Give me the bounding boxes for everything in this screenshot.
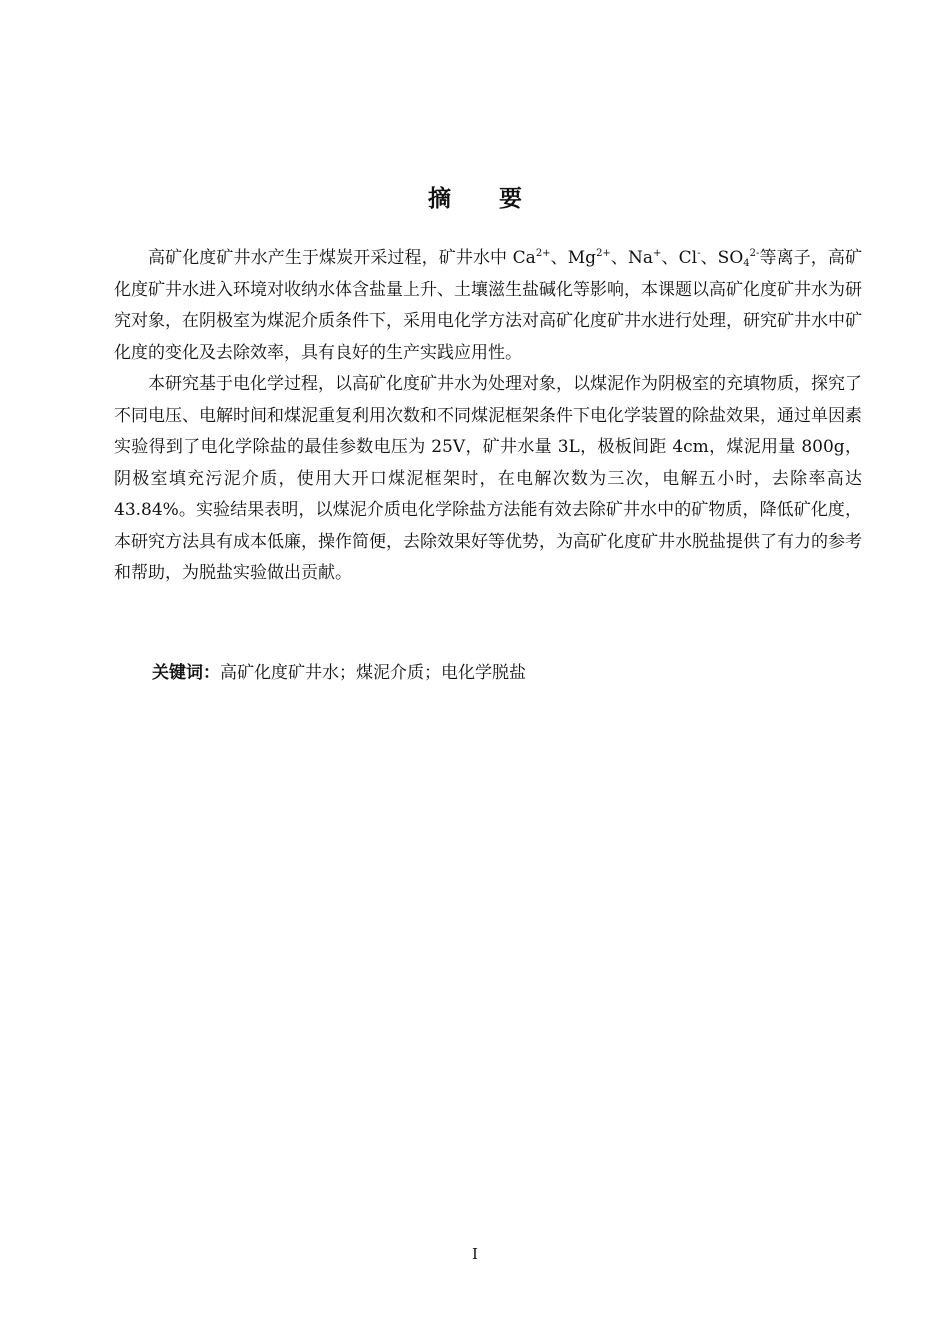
na-charge: +	[653, 248, 662, 259]
abstract-heading	[0, 180, 950, 213]
ca-charge: 2+	[535, 248, 551, 259]
mg-charge: 2+	[596, 248, 611, 259]
keywords-line	[152, 660, 852, 686]
heading-char-1: 摘	[428, 186, 451, 212]
p1-text-4: 、Cl	[661, 248, 698, 268]
p1-text-6: 等离子，高矿化度矿井水进入环境对收纳水体含盐量上升、土壤滋生盐碱化等影响，本课题以高矿化度矿井水为研究对象，在阴极室为煤泥介质条件下，采用电化学方法对高矿化度矿井水进行处理，研究矿井水中矿化度的变化及去除效率，具有良好的生产实践应用性。	[114, 248, 863, 363]
so4-charge: 2-	[749, 248, 760, 259]
abstract-body	[114, 243, 862, 590]
keywords-label: 关键词：	[152, 663, 220, 683]
heading-char-2: 要	[499, 186, 522, 212]
so4-subscript: 4	[743, 258, 750, 269]
p1-text-3: 、Na	[610, 248, 654, 268]
page-number: I	[472, 1245, 478, 1263]
p1-text-2: 、Mg	[550, 248, 597, 268]
abstract-paragraph-2: 本研究基于电化学过程，以高矿化度矿井水为处理对象，以煤泥作为阴极室的充填物质，探究了不同电压、电解时间和煤泥重复利用次数和不同煤泥框架条件下电化学装置的除盐效果，通过单因素实验得到了电化学除盐的最佳参数电压为 25V，矿井水量 3L，极板间距 4cm，煤泥用量 800g，阴极室填充污泥介质，使用大开口煤泥框架时，在电解次数为三次，电解五小时，去除率高达 43.84%。实验结果表明，以煤泥介质电化学除盐方法能有效去除矿井水中的矿物质，降低矿化度，本研究方法具有成本低廉，操作简便，去除效果好等优势，为高矿化度矿井水脱盐提供了有力的参考和帮助，为脱盐实验做出贡献。	[114, 374, 862, 583]
p1-text-1: 高矿化度矿井水产生于煤炭开采过程，矿井水中 Ca	[148, 248, 536, 268]
abstract-paragraph-1	[114, 243, 862, 369]
p1-text-5: 、SO	[700, 248, 744, 268]
cl-charge: -	[697, 248, 701, 259]
keywords-text: 高矿化度矿井水；煤泥介质；电化学脱盐	[220, 663, 526, 683]
